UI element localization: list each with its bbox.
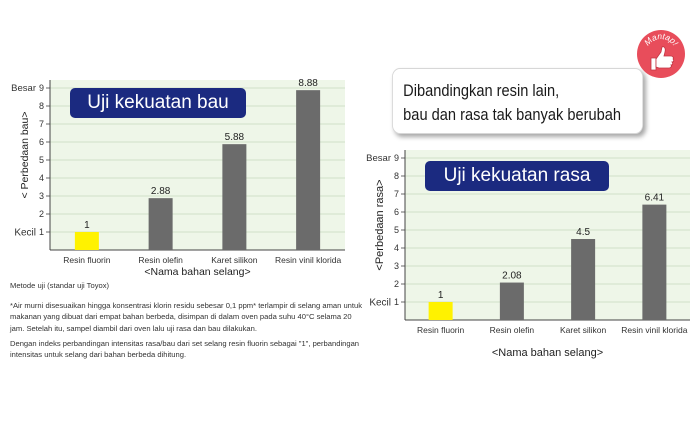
method-title: Metode uji (standar uji Toyox) xyxy=(10,281,110,290)
x-tick-label: Karet silikon xyxy=(559,325,607,335)
y-tick-label: 7 xyxy=(38,119,44,129)
data-label: 6.41 xyxy=(644,192,665,204)
y-tick-label: 8 xyxy=(38,101,44,111)
data-label: 8.88 xyxy=(298,78,318,90)
x-tick-label: Resin olefin xyxy=(489,325,535,335)
x-tick-label: Resin vinil klorida xyxy=(275,255,342,265)
y-tick-label: 9 xyxy=(393,153,399,163)
svg-text:Mantap! xyxy=(642,31,681,48)
x-tick-label: Resin fluorin xyxy=(417,325,465,335)
odor-chart-title: Uji kekuatan bau xyxy=(70,88,246,118)
callout-line-2: bau dan rasa tak banyak berubah xyxy=(403,105,622,124)
callout-line-1: Dibandingkan resin lain, xyxy=(403,81,560,100)
data-label: 1 xyxy=(437,290,444,301)
y-tick-label: 4 xyxy=(393,243,399,253)
y-tick-label: 1 xyxy=(38,227,44,237)
y-tick-label: 5 xyxy=(38,155,44,165)
x-tick-label: Resin vinil klorida xyxy=(621,325,688,335)
y-axis-label: < Perbedaan bau> xyxy=(19,111,31,199)
bar-4 xyxy=(296,90,320,250)
data-label: 2.08 xyxy=(502,270,522,282)
taste-chart-title: Uji kekuatan rasa xyxy=(425,161,609,191)
y-top-label: Besar xyxy=(11,83,36,94)
y-bottom-label: Kecil xyxy=(369,297,391,309)
x-tick-label: Resin olefin xyxy=(138,255,183,265)
y-tick-label: 3 xyxy=(393,261,399,271)
bar-3 xyxy=(222,144,246,250)
data-label: 1 xyxy=(84,220,90,231)
y-tick-label: 2 xyxy=(38,209,44,219)
y-top-label: Besar xyxy=(366,153,391,164)
bar-2 xyxy=(500,283,524,320)
y-bottom-label: Kecil xyxy=(14,227,36,239)
bar-2 xyxy=(149,198,173,250)
y-tick-label: 4 xyxy=(38,173,44,183)
x-tick-label: Karet silikon xyxy=(211,255,258,265)
data-label: 4.5 xyxy=(576,227,591,238)
y-tick-label: 5 xyxy=(393,225,399,235)
y-tick-label: 6 xyxy=(38,137,44,147)
x-axis-label: <Nama bahan selang> xyxy=(491,347,604,359)
bar-1 xyxy=(75,232,99,250)
y-axis-label: <Perbedaan rasa> xyxy=(374,179,386,271)
data-label: 5.88 xyxy=(224,132,245,144)
test-method-notes xyxy=(10,280,365,360)
comparison-callout xyxy=(392,68,643,134)
y-tick-label: 7 xyxy=(393,189,399,199)
bar-4 xyxy=(642,205,666,320)
method-paragraph-1: *Air murni disesuaikan hingga konsentrasi klorin residu sebesar 0,1 ppm* terlampir di selang aman untuk makanan yang dibuat dari empat bahan berbeda, disimpan di dalam oven pada suhu 40°C selama 20 jam. Setelah itu, sampel diambil dari oven lalu uji rasa dan bau dilakukan. xyxy=(10,301,363,333)
method-paragraph-2: Dengan indeks perbandingan intensitas rasa/bau dari set selang resin fluorin sebagai "1", perbandingan intensitas untuk selang dari bahan berbeda dihitung. xyxy=(10,338,360,360)
badge-text: Mantap! xyxy=(642,30,681,48)
y-tick-label: 9 xyxy=(38,83,44,93)
y-tick-label: 3 xyxy=(38,191,44,201)
y-tick-label: 1 xyxy=(393,297,399,307)
y-tick-label: 8 xyxy=(393,171,399,181)
mantap-badge xyxy=(637,30,685,78)
data-label: 2.88 xyxy=(150,186,171,198)
thumbs-up-icon xyxy=(637,30,685,78)
bar-1 xyxy=(429,302,453,320)
x-axis-label: <Nama bahan selang> xyxy=(144,266,251,278)
y-tick-label: 6 xyxy=(393,207,399,217)
x-tick-label: Resin fluorin xyxy=(63,255,111,265)
y-tick-label: 2 xyxy=(393,279,399,289)
bar-3 xyxy=(571,239,595,320)
